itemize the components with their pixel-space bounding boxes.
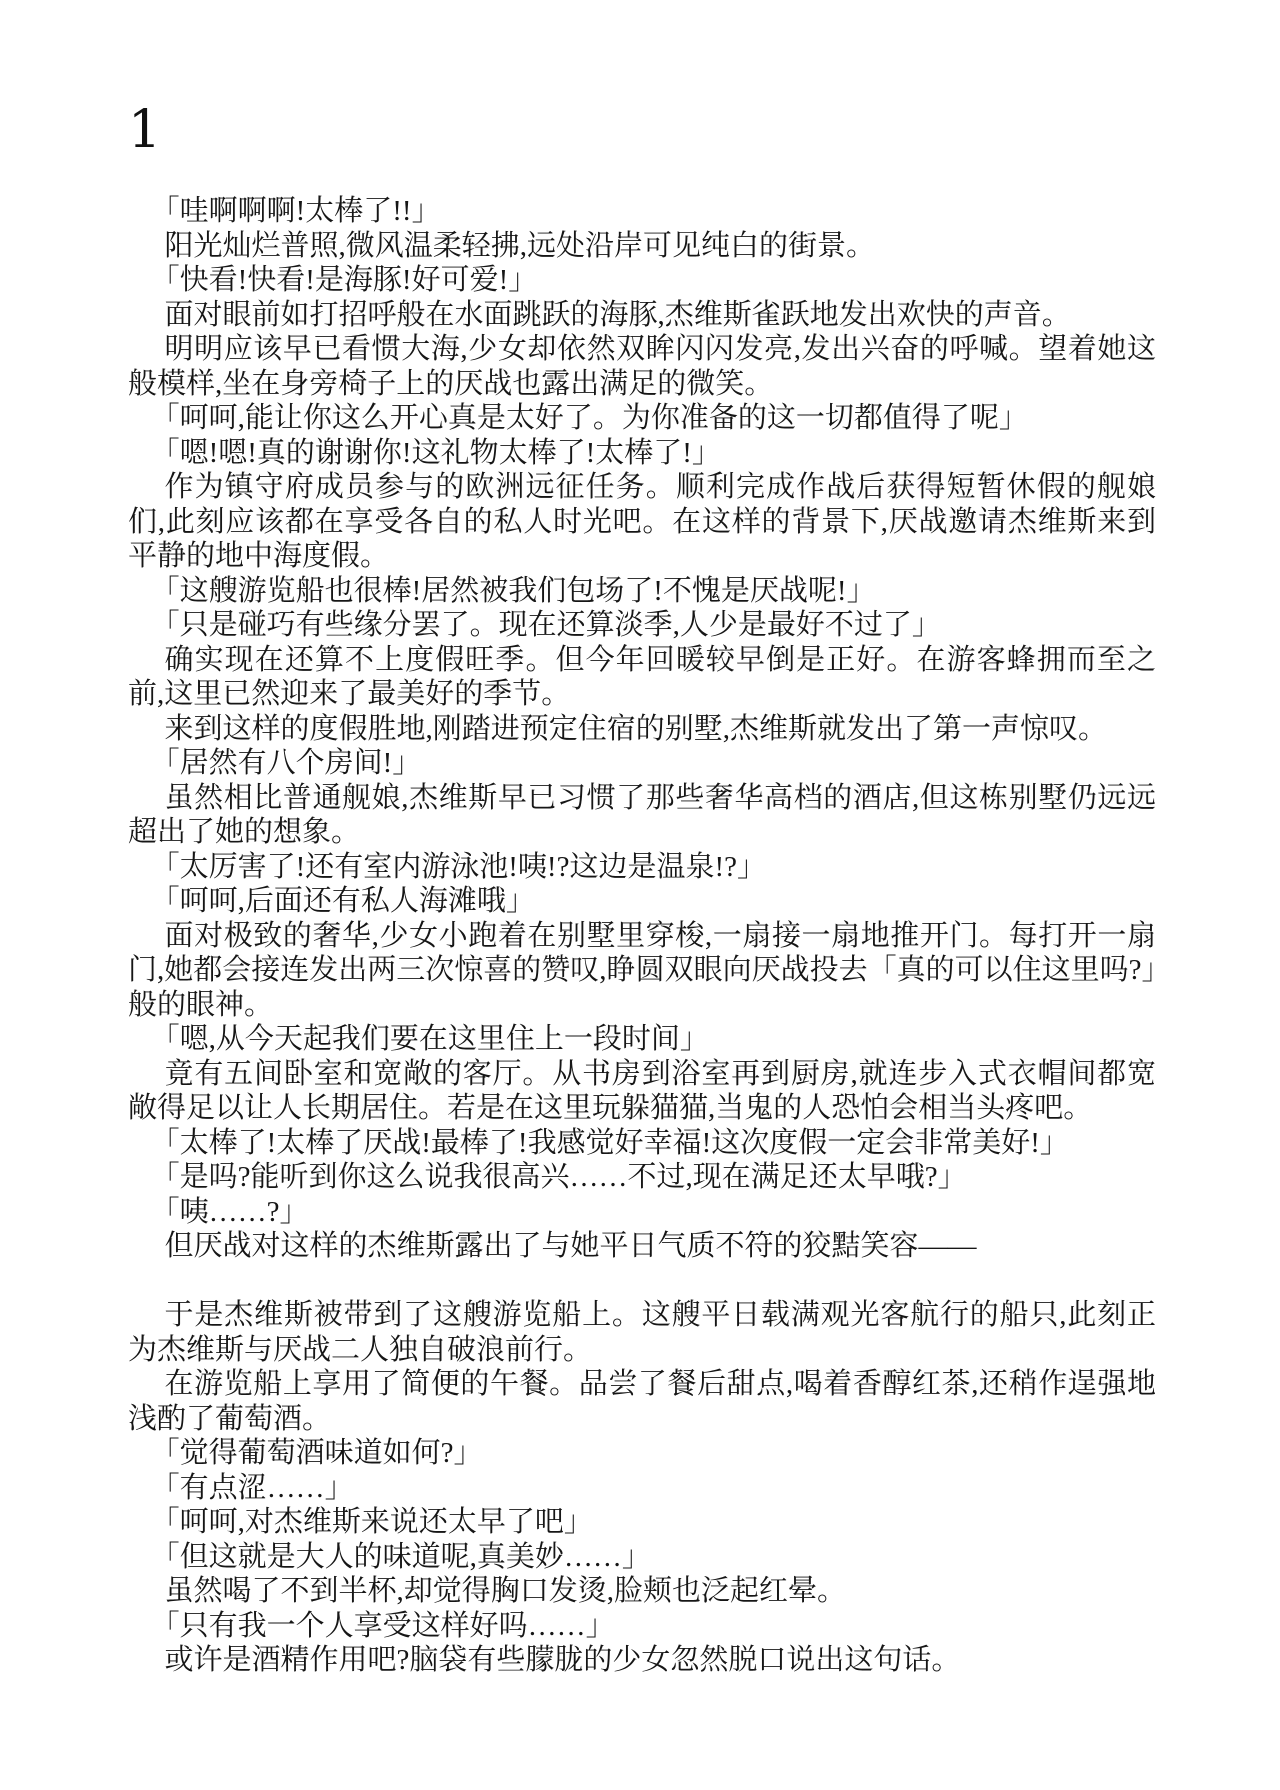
narration-paragraph: 竟有五间卧室和宽敞的客厅。从书房到浴室再到厨房,就连步入式衣帽间都宽敞得足以让人长期居住。若是在这里玩躲猫猫,当鬼的人恐怕会相当头疼吧。	[128, 1057, 1156, 1124]
narration-paragraph: 虽然喝了不到半杯,却觉得胸口发烫,脸颊也泛起红晕。	[164, 1575, 847, 1607]
narration-paragraph: 明明应该早已看惯大海,少女却依然双眸闪闪发亮,发出兴奋的呼喊。望着她这般模样,坐在身旁椅子上的厌战也露出满足的微笑。	[128, 333, 1156, 400]
dialogue-paragraph: 「居然有八个房间!」	[150, 747, 422, 779]
narration-paragraph: 来到这样的度假胜地,刚踏进预定住宿的别墅,杰维斯就发出了第一声惊叹。	[164, 712, 1108, 745]
dialogue-paragraph: 「只有我一个人享受这样好吗……」	[150, 1609, 615, 1642]
dialogue-paragraph: 「觉得葡萄酒味道如何?」	[150, 1437, 483, 1469]
narration-paragraph: 确实现在还算不上度假旺季。但今年回暖较早倒是正好。在游客蜂拥而至之前,这里已然迎来了最美好的季节。	[128, 643, 1156, 710]
dialogue-paragraph: 「嗯,从今天起我们要在这里住上一段时间」	[150, 1023, 709, 1055]
dialogue-paragraph: 「这艘游览船也很棒!居然被我们包场了!不愧是厌战呢!」	[150, 574, 876, 607]
narration-paragraph: 在游览船上享用了简便的午餐。品尝了餐后甜点,喝着香醇红茶,还稍作逞强地浅酌了葡萄酒。	[128, 1368, 1156, 1435]
dialogue-paragraph: 「有点涩……」	[150, 1471, 354, 1504]
dialogue-paragraph: 「太棒了!太棒了厌战!最棒了!我感觉好幸福!这次度假一定会非常美好!」	[150, 1126, 1069, 1159]
dialogue-paragraph: 「咦……?」	[150, 1195, 309, 1228]
narration-paragraph: 面对眼前如打招呼般在水面跳跃的海豚,杰维斯雀跃地发出欢快的声音。	[164, 298, 1071, 331]
narration-paragraph: 面对极致的奢华,少女小跑着在别墅里穿梭,一扇接一扇地推开门。每打开一扇门,她都会接连发出两三次惊喜的赞叹,睁圆双眼向厌战投去「真的可以住这里吗?」般的眼神。	[128, 919, 1156, 1021]
dialogue-paragraph: 「嗯!嗯!真的谢谢你!这礼物太棒了!太棒了!」	[150, 436, 721, 469]
narration-paragraph: 阳光灿烂普照,微风温柔轻拂,远处沿岸可见纯白的街景。	[164, 229, 876, 262]
narration-paragraph: 或许是酒精作用吧?脑袋有些朦胧的少女忽然脱口说出这句话。	[164, 1644, 961, 1676]
dialogue-paragraph: 「太厉害了!还有室内游泳池!咦!?这边是温泉!?」	[150, 850, 766, 883]
dialogue-paragraph: 「呵呵,后面还有私人海滩哦」	[150, 885, 535, 917]
narration-paragraph: 虽然相比普通舰娘,杰维斯早已习惯了那些奢华高档的酒店,但这栋别墅仍远远超出了她的想象。	[128, 781, 1156, 848]
dialogue-paragraph: 「只是碰巧有些缘分罢了。现在还算淡季,人少是最好不过了」	[150, 609, 941, 641]
dialogue-paragraph: 「但这就是大人的味道呢,真美妙……」	[150, 1540, 651, 1573]
narration-paragraph: 作为镇守府成员参与的欧洲远征任务。顺利完成作战后获得短暂休假的舰娘们,此刻应该都在享受各自的私人时光吧。在这样的背景下,厌战邀请杰维斯来到平静的地中海度假。	[128, 471, 1156, 572]
dialogue-paragraph: 「呵呵,对杰维斯来说还太早了吧」	[150, 1506, 593, 1538]
text-body	[128, 194, 1156, 1678]
chapter-number: 1	[128, 100, 162, 160]
dialogue-paragraph: 「哇啊啊啊!太棒了!!」	[150, 195, 441, 227]
dialogue-paragraph: 「快看!快看!是海豚!好可爱!」	[150, 264, 538, 296]
narration-paragraph: 于是杰维斯被带到了这艘游览船上。这艘平日载满观光客航行的船只,此刻正为杰维斯与厌战二人独自破浪前行。	[128, 1299, 1156, 1366]
dialogue-paragraph: 「是吗?能听到你这么说我很高兴……不过,现在满足还太早哦?」	[150, 1161, 967, 1193]
dialogue-paragraph: 「呵呵,能让你这么开心真是太好了。为你准备的这一切都值得了呢」	[150, 402, 1028, 434]
narration-paragraph: 但厌战对这样的杰维斯露出了与她平日气质不符的狡黠笑容——	[164, 1230, 977, 1262]
